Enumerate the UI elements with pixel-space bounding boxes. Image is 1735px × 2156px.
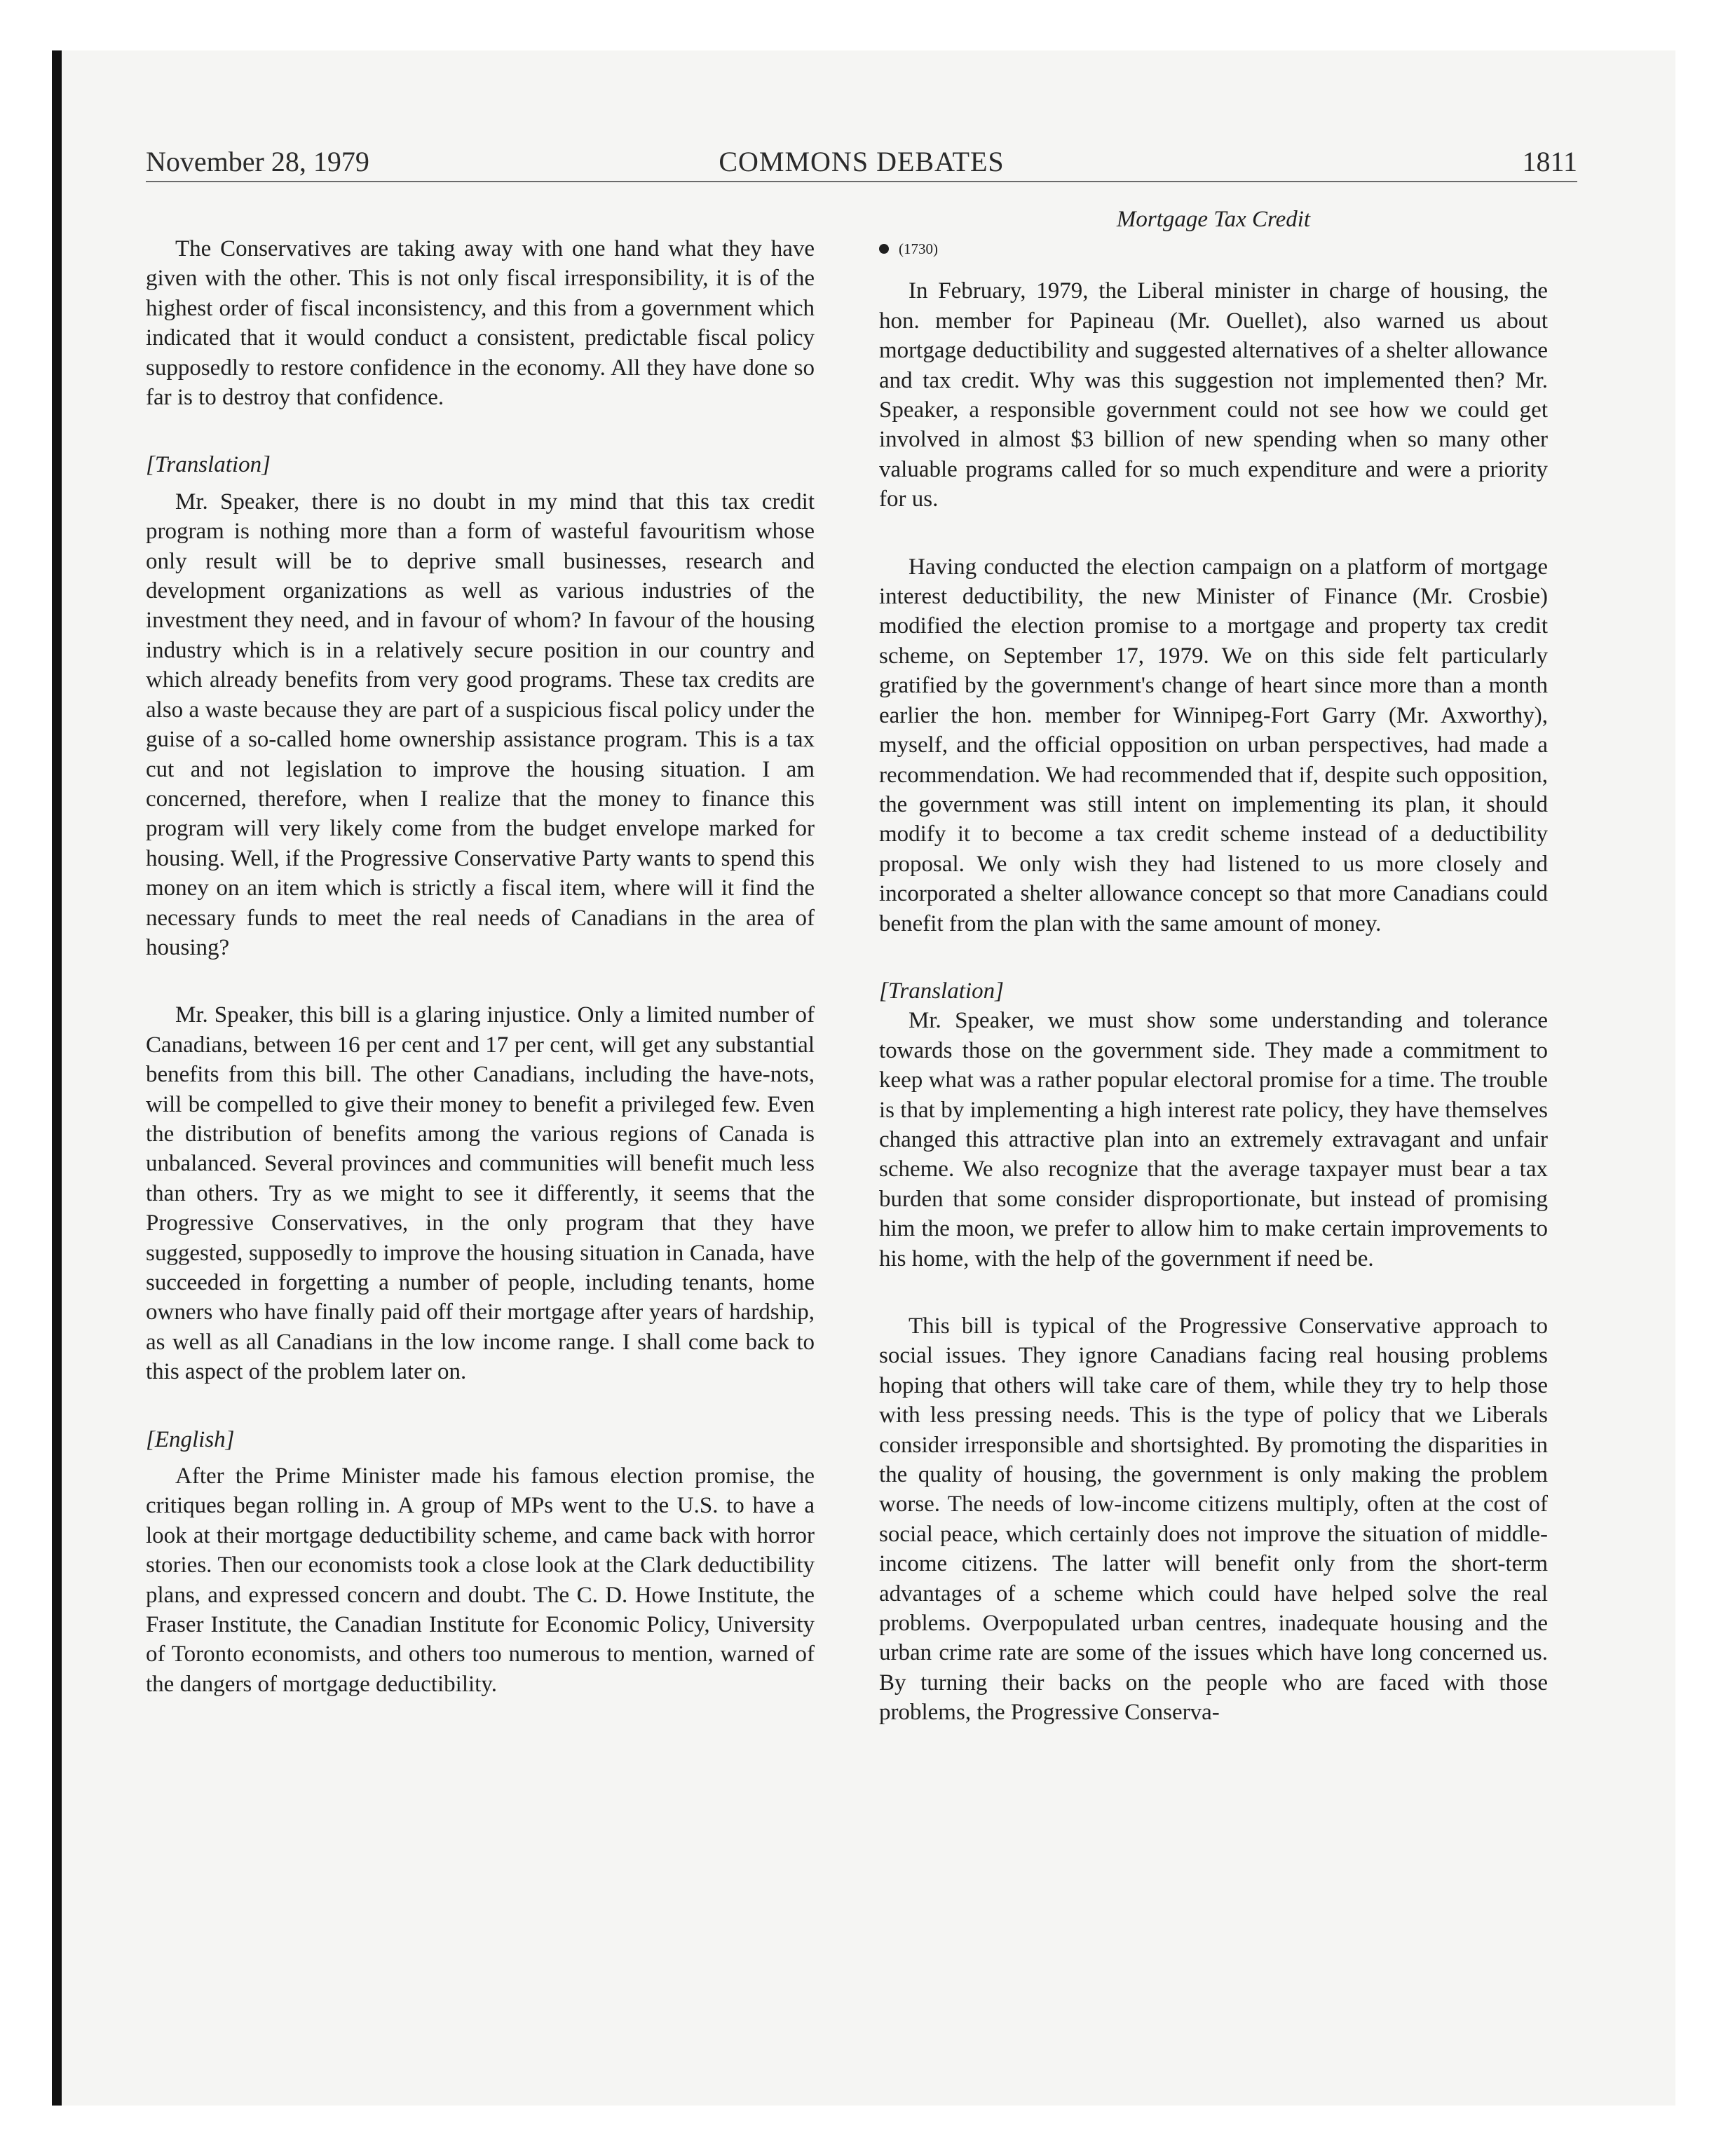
paragraph: After the Prime Minister made his famous election promise, the critiques began rolling in. A group of MPs went to the U.S. to have a look at their mortgage deductibility scheme, and came back with horror stories. Then our economists took a close look at the Clark deductibility plans, and expressed concern and doubt. The C. D. Howe Institute, the Fraser Institute, the Canadian Institute for Economic Policy, University of Toronto economists, and others too numerous to mention, warned of the dangers of mortgage deductibility. (146, 1464, 815, 1697)
page-number: 1811 (1522, 146, 1577, 177)
header-date: November 28, 1979 (146, 146, 369, 177)
time-marker (879, 234, 1548, 264)
header-title: COMMONS DEBATES (719, 146, 1005, 177)
section-label: [English] (146, 1426, 235, 1452)
bullet-icon (879, 244, 889, 254)
page-header (146, 144, 1577, 179)
section-label: [Translation] (879, 978, 1004, 1004)
scan-edge (52, 50, 62, 2106)
header-rule (146, 181, 1577, 182)
paragraph: This bill is typical of the Progressive Conservative approach to social issues. They ignore Canadians facing real housing problems hoping that others will take care of them, while they try to help those with less pressing needs. This is the type of policy that we Liberals consider irresponsible and shortsighted. By promoting the disparities in the quality of housing, the government is only making the problem worse. The needs of low-income citizens multiply, often at the cost of social peace, which certainly does not improve the situation of middle-income citizens. The latter will benefit only from the short-term advantages of a scheme which could have helped solve the real problems. Overpopulated urban centres, inadequate housing and the urban crime rate are some of the issues which have long concerned us. By turning their backs on the people who are faced with those problems, the Progressive Conserva- (879, 1314, 1548, 1726)
section-label: [Translation] (146, 452, 271, 478)
paragraph: The Conservatives are taking away with one hand what they have given with the other. This is not only fiscal irresponsibility, it is of the highest order of fiscal inconsistency, and this from a government which indicated that it would conduct a consistent, predictable fiscal policy supposedly to restore confidence in the economy. All they have done so far is to destroy that confidence. (146, 236, 815, 411)
left-column (146, 205, 815, 1699)
time-stamp: (1730) (899, 240, 938, 258)
section-heading: Mortgage Tax Credit (1116, 207, 1311, 232)
paragraph: Mr. Speaker, there is no doubt in my mind that this tax credit program is nothing more than a form of wasteful favouritism whose only result will be to deprive small businesses, research and development organizations as well as various industries of the investment they need, and in favour of whom? In favour of the housing industry which is in a relatively secure position in our country and which already benefits from very good programs. These tax credits are also a waste because they are part of a suspicious fiscal policy under the guise of a so-called home ownership assistance program. This is a tax cut and not legislation to improve the housing situation. I am concerned, therefore, when I realize that the money to finance this program will very likely come from the budget envelope marked for housing. Well, if the Progressive Conservative Party wants to spend this money on an item which is strictly a fiscal item, where will it find the necessary funds to meet the real needs of Canadians in the area of housing? (146, 489, 815, 960)
paragraph: Mr. Speaker, we must show some understanding and tolerance towards those on the government side. They made a commitment to keep what was a rather popular electoral promise for a time. The trouble is that by implementing a high interest rate policy, they have themselves changed this attractive plan into an extremely extravagant and unfair scheme. We also recognize that the average taxpayer must bear a tax burden that some consider disproportionate, but instead of promising him the moon, we prefer to allow him to make certain improvements to his home, with the help of the government if need be. (879, 1008, 1548, 1271)
right-column (879, 205, 1548, 1728)
paragraph: Mr. Speaker, this bill is a glaring injustice. Only a limited number of Canadians, between 16 per cent and 17 per cent, will get any substantial benefits from this bill. The other Canadians, including the have-nots, will be compelled to give their money to benefit a privileged few. Even the distribution of benefits among the various regions of Canada is unbalanced. Several provinces and communities will benefit much less than others. Try as we might to see it differently, it seems that the Progressive Conservatives, in the only program that they have suggested, supposedly to improve the housing situation in Canada, have succeeded in forgetting a number of people, including tenants, home owners who have finally paid off their mortgage after years of hardship, as well as all Canadians in the low income range. I shall come back to this aspect of the problem later on. (146, 1002, 815, 1385)
paragraph: In February, 1979, the Liberal minister in charge of housing, the hon. member for Papineau (Mr. Ouellet), also warned us about mortgage deductibility and suggested alternatives of a shelter allowance and tax credit. Why was this suggestion not implemented then? Mr. Speaker, a responsible government could not see how we could get involved in almost $3 billion of new spending when so many other valuable programs called for so much expenditure and were a priority for us. (879, 278, 1548, 512)
paragraph: Having conducted the election campaign on a platform of mortgage interest deductibility, the new Minister of Finance (Mr. Crosbie) modified the election promise to a mortgage and property tax credit scheme, on September 17, 1979. We on this side felt particularly gratified by the government's change of heart since more than a month earlier the hon. member for Winnipeg-Fort Garry (Mr. Axworthy), myself, and the official opposition on urban perspectives, had made a recommendation. We had recommended that if, despite such opposition, the government was still intent on implementing its plan, it should modify it to become a tax credit scheme instead of a deductibility proposal. We only wish they had listened to us more closely and incorporated a shelter allowance concept so that more Canadians could benefit from the plan with the same amount of money. (879, 554, 1548, 936)
